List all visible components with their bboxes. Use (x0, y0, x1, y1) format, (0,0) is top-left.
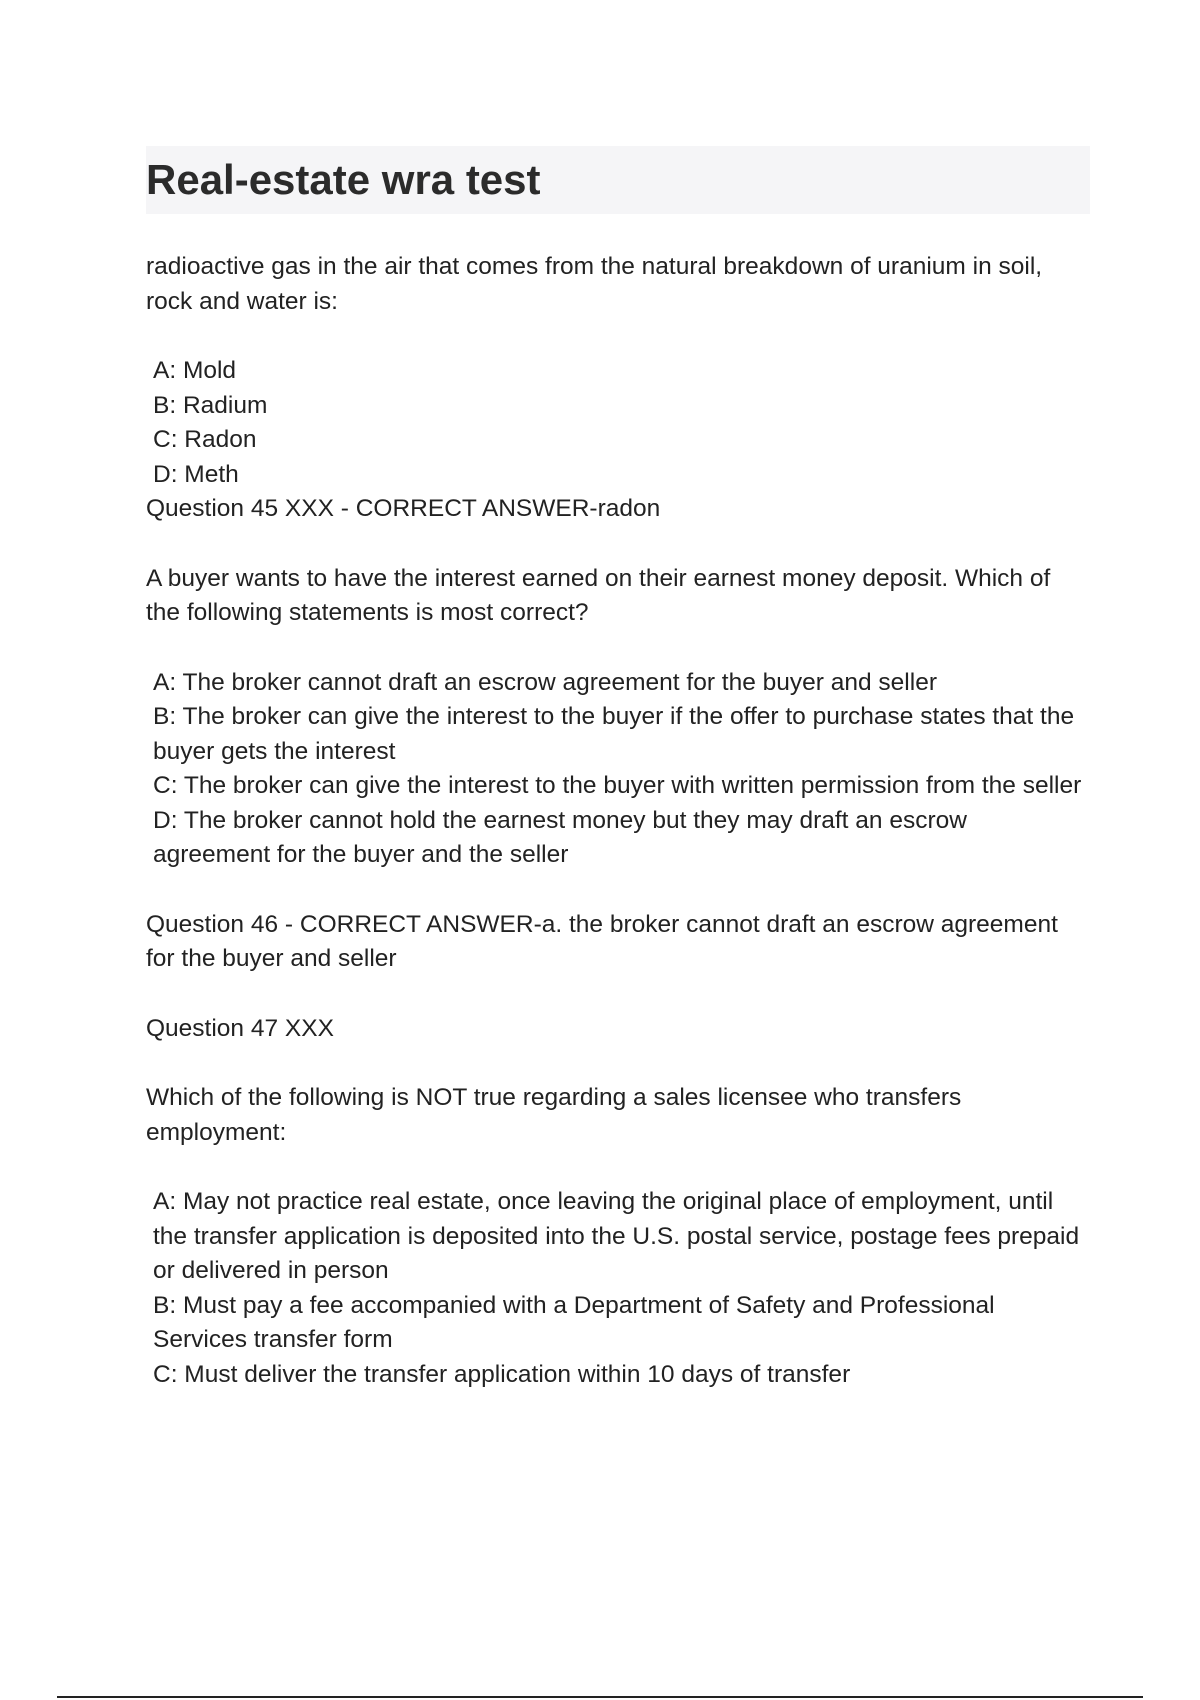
question-46-option-a: A: The broker cannot draft an escrow agreement for the buyer and seller (153, 668, 937, 696)
question-47-prompt: Which of the following is NOT true regarding a sales licensee who transfers employment: (146, 1084, 962, 1146)
question-46-option-d: D: The broker cannot hold the earnest money but they may draft an escrow agreement for the buyer and the seller (153, 806, 967, 868)
document-page (146, 146, 1090, 1392)
question-47-option-a: A: May not practice real estate, once leaving the original place of employment, until the transfer application is deposited into the U.S. postal service, postage fees prepaid or delivered in person (153, 1188, 1080, 1284)
question-45-option-a: A: Mold (153, 357, 237, 384)
question-45-answer: Question 45 XXX - CORRECT ANSWER-radon (146, 495, 661, 522)
question-46-option-b: B: The broker can give the interest to the buyer if the offer to purchase states that the buyer gets the interest (153, 703, 1075, 765)
question-45-option-d: D: Meth (153, 460, 239, 488)
question-45-prompt: radioactive gas in the air that comes from the natural breakdown of uranium in soil, rock and water is: (146, 253, 1043, 315)
question-47-heading: Question 47 XXX (146, 1014, 334, 1042)
question-46-option-c: C: The broker can give the interest to the buyer with written permission from the seller (153, 772, 1082, 799)
document-body (146, 250, 1090, 1392)
question-46-answer: Question 46 - CORRECT ANSWER-a. the broker cannot draft an escrow agreement for the buyer and seller (146, 910, 1058, 972)
question-45-option-c: C: Radon (153, 426, 257, 453)
page-bottom-divider (57, 1696, 1143, 1698)
document-title: Real-estate wra test (146, 156, 541, 203)
title-bar (146, 146, 1090, 214)
question-45-option-b: B: Radium (153, 391, 268, 419)
question-47-option-b: B: Must pay a fee accompanied with a Department of Safety and Professional Services transfer form (153, 1291, 995, 1353)
question-47-option-c: C: Must deliver the transfer application within 10 days of transfer (153, 1360, 851, 1388)
question-46-prompt: A buyer wants to have the interest earned on their earnest money deposit. Which of the following statements is most correct? (146, 564, 1051, 626)
